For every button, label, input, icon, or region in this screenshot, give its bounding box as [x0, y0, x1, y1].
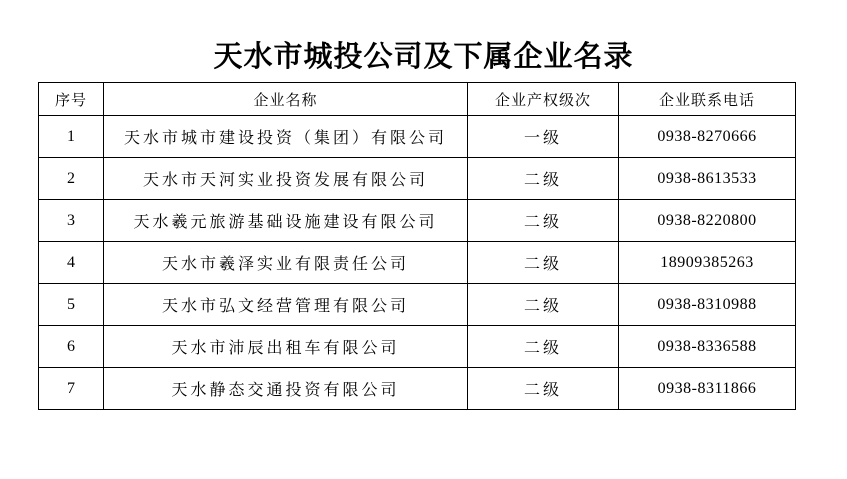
cell-company-name: 天水市弘文经营管理有限公司: [104, 284, 468, 326]
cell-company-name: 天水羲元旅游基础设施建设有限公司: [104, 200, 468, 242]
cell-ownership-level: 二级: [468, 242, 619, 284]
company-directory-table: [38, 82, 796, 410]
cell-phone: 0938-8310988: [619, 284, 796, 326]
table-row: [39, 158, 796, 200]
cell-ownership-level: 二级: [468, 158, 619, 200]
table-header-row: [39, 83, 796, 116]
cell-index: 1: [39, 116, 104, 158]
cell-company-name: 天水市天河实业投资发展有限公司: [104, 158, 468, 200]
cell-phone: 0938-8336588: [619, 326, 796, 368]
cell-phone: 0938-8270666: [619, 116, 796, 158]
cell-phone: 0938-8311866: [619, 368, 796, 410]
cell-index: 7: [39, 368, 104, 410]
table-row: [39, 368, 796, 410]
cell-ownership-level: 二级: [468, 284, 619, 326]
table-row: [39, 200, 796, 242]
column-header-phone: 企业联系电话: [619, 83, 796, 116]
table-row: [39, 116, 796, 158]
cell-ownership-level: 一级: [468, 116, 619, 158]
cell-company-name: 天水静态交通投资有限公司: [104, 368, 468, 410]
page-title: 天水市城投公司及下属企业名录: [213, 41, 634, 73]
cell-phone: 18909385263: [619, 242, 796, 284]
table-row: [39, 326, 796, 368]
cell-ownership-level: 二级: [468, 368, 619, 410]
cell-index: 3: [39, 200, 104, 242]
cell-company-name: 天水市羲泽实业有限责任公司: [104, 242, 468, 284]
table-row: [39, 284, 796, 326]
table-row: [39, 242, 796, 284]
cell-index: 2: [39, 158, 104, 200]
column-header-ownership-level: 企业产权级次: [468, 83, 619, 116]
cell-index: 4: [39, 242, 104, 284]
column-header-company-name: 企业名称: [104, 83, 468, 116]
cell-index: 5: [39, 284, 104, 326]
column-header-index: 序号: [39, 83, 104, 116]
cell-phone: 0938-8613533: [619, 158, 796, 200]
cell-ownership-level: 二级: [468, 326, 619, 368]
cell-company-name: 天水市城市建设投资（集团）有限公司: [104, 116, 468, 158]
cell-company-name: 天水市沛辰出租车有限公司: [104, 326, 468, 368]
cell-ownership-level: 二级: [468, 200, 619, 242]
cell-phone: 0938-8220800: [619, 200, 796, 242]
cell-index: 6: [39, 326, 104, 368]
